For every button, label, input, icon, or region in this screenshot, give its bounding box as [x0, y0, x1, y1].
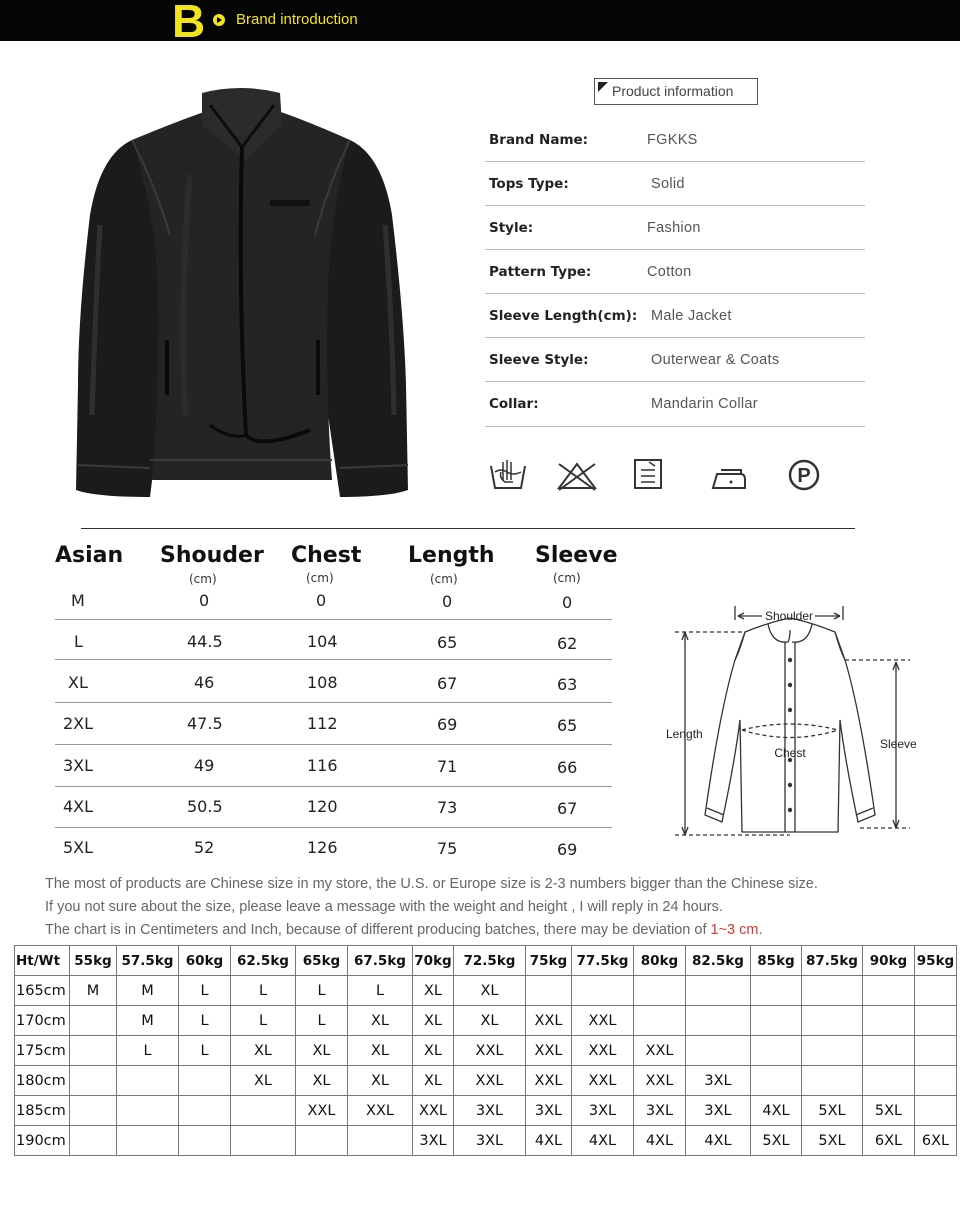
fit-size-cell: L: [231, 1006, 296, 1036]
fit-size-cell: XL: [413, 1006, 454, 1036]
fit-size-cell: [863, 1006, 915, 1036]
fit-size-cell: [70, 1036, 117, 1066]
fit-size-cell: [686, 976, 751, 1006]
fit-size-cell: XXL: [572, 1006, 634, 1036]
no-bleach-icon: [555, 460, 599, 492]
fit-size-cell: XXL: [572, 1036, 634, 1066]
fit-size-cell: [915, 1096, 957, 1126]
play-icon: [213, 14, 225, 26]
fit-size-cell: XL: [413, 1066, 454, 1096]
fit-size-cell: [296, 1126, 348, 1156]
size-cell: 52: [194, 838, 215, 857]
fit-size-cell: XL: [454, 976, 526, 1006]
note-line-2: If you not sure about the size, please leave a message with the weight and height , I will reply in 24 hours.: [45, 899, 723, 915]
fit-size-cell: 4XL: [751, 1096, 802, 1126]
fit-size-cell: [70, 1126, 117, 1156]
size-cell: 44.5: [187, 632, 223, 651]
size-cell: 120: [307, 797, 338, 816]
weight-header: 67.5kg: [348, 946, 413, 976]
size-cell: 65: [557, 716, 578, 735]
size-cell: 67: [557, 799, 578, 818]
product-info-row: [485, 118, 865, 162]
fit-size-cell: L: [179, 1036, 231, 1066]
fit-size-cell: 3XL: [686, 1066, 751, 1096]
fit-size-cell: [802, 1006, 863, 1036]
fit-size-cell: XL: [231, 1066, 296, 1096]
fit-size-cell: 3XL: [572, 1096, 634, 1126]
care-icons: [485, 452, 825, 497]
product-info-row: [485, 250, 865, 294]
height-header: 190cm: [15, 1126, 70, 1156]
fit-size-cell: 5XL: [863, 1096, 915, 1126]
fit-size-cell: [915, 1006, 957, 1036]
size-cell: 0: [199, 591, 210, 610]
header-bar: [0, 0, 960, 47]
fit-size-cell: XL: [413, 976, 454, 1006]
diagram-label-sleeve: Sleeve: [880, 737, 917, 751]
fit-size-cell: [802, 976, 863, 1006]
note-line-1: The most of products are Chinese size in my store, the U.S. or Europe size is 2-3 numbers bigger than the Chinese size.: [45, 876, 818, 892]
corner-mark-icon: [598, 82, 608, 92]
fit-size-cell: [863, 976, 915, 1006]
fit-size-cell: [348, 1126, 413, 1156]
row-divider: [55, 786, 612, 787]
fit-size-cell: [863, 1066, 915, 1096]
hand-wash-icon: [489, 458, 527, 492]
size-cell: 46: [194, 673, 215, 692]
product-info-title: Product information: [594, 78, 758, 105]
fit-size-cell: XL: [348, 1066, 413, 1096]
size-cell: 126: [307, 838, 338, 857]
table-row: [15, 946, 957, 976]
size-cell: 49: [194, 756, 215, 775]
fit-size-cell: XL: [348, 1006, 413, 1036]
fit-size-cell: L: [117, 1036, 179, 1066]
fit-size-cell: XL: [296, 1036, 348, 1066]
table-row: [15, 1006, 957, 1036]
fit-size-cell: 5XL: [802, 1126, 863, 1156]
fit-size-cell: M: [117, 1006, 179, 1036]
fit-size-cell: 5XL: [751, 1126, 802, 1156]
fit-size-cell: L: [296, 976, 348, 1006]
dry-clean-p-icon: [787, 458, 821, 492]
weight-header: 85kg: [751, 946, 802, 976]
fit-size-cell: [915, 976, 957, 1006]
size-cell: 47.5: [187, 714, 223, 733]
product-info-row: [485, 162, 865, 206]
brand-logo-letter: B: [172, 0, 206, 47]
info-value: Cotton: [647, 264, 692, 280]
grid-corner: Ht/Wt: [15, 946, 70, 976]
fit-size-cell: XXL: [526, 1066, 572, 1096]
fit-size-cell: [526, 976, 572, 1006]
fit-grid-table: [14, 945, 957, 1156]
size-cell: 2XL: [63, 714, 94, 733]
product-info-row: [485, 206, 865, 250]
info-label: Pattern Type:: [489, 264, 592, 280]
info-value: Mandarin Collar: [651, 396, 758, 412]
height-header: 170cm: [15, 1006, 70, 1036]
product-info-table: [485, 118, 865, 427]
fit-size-cell: 3XL: [686, 1096, 751, 1126]
fit-size-cell: 5XL: [802, 1096, 863, 1126]
fit-size-cell: [572, 976, 634, 1006]
weight-header: 95kg: [915, 946, 957, 976]
fit-size-cell: L: [179, 976, 231, 1006]
size-cell: 65: [437, 633, 458, 652]
note-line-3: The chart is in Centimeters and Inch, because of different producing batches, there may be deviation of 1~3 cm.: [45, 922, 763, 938]
unit-label: (cm): [553, 571, 581, 585]
tumble-dry-icon: [633, 458, 663, 490]
fit-size-cell: [179, 1096, 231, 1126]
fit-size-cell: [117, 1096, 179, 1126]
size-cell: 71: [437, 757, 458, 776]
weight-header: 72.5kg: [454, 946, 526, 976]
info-value: FGKKS: [647, 132, 698, 148]
size-cell: M: [71, 591, 85, 610]
fit-size-cell: [802, 1066, 863, 1096]
size-cell: 69: [437, 715, 458, 734]
fit-size-cell: [117, 1066, 179, 1096]
product-info-row: [485, 338, 865, 382]
size-header-asian: Asian: [55, 543, 124, 568]
weight-header: 82.5kg: [686, 946, 751, 976]
fit-size-cell: [863, 1036, 915, 1066]
unit-label: (cm): [430, 572, 458, 586]
table-row: [15, 1096, 957, 1126]
weight-header: 70kg: [413, 946, 454, 976]
size-cell: 108: [307, 673, 338, 692]
product-info-row: [485, 294, 865, 338]
fit-size-cell: XXL: [572, 1066, 634, 1096]
svg-text:P: P: [797, 465, 811, 487]
size-cell: XL: [68, 673, 88, 692]
size-cell: 66: [557, 758, 578, 777]
fit-size-cell: 3XL: [634, 1096, 686, 1126]
size-header-length: Length: [408, 543, 495, 568]
size-cell: 5XL: [63, 838, 94, 857]
fit-size-cell: 4XL: [572, 1126, 634, 1156]
table-row: [15, 1126, 957, 1156]
info-label: Brand Name:: [489, 132, 589, 148]
fit-size-cell: [634, 976, 686, 1006]
weight-header: 80kg: [634, 946, 686, 976]
jacket-product-image: [70, 85, 415, 505]
unit-label: (cm): [189, 572, 217, 586]
height-header: 180cm: [15, 1066, 70, 1096]
fit-size-cell: [915, 1036, 957, 1066]
fit-size-cell: 4XL: [634, 1126, 686, 1156]
size-cell: 62: [557, 634, 578, 653]
fit-size-cell: [751, 1006, 802, 1036]
fit-size-cell: XL: [454, 1006, 526, 1036]
fit-size-cell: 3XL: [454, 1096, 526, 1126]
weight-header: 65kg: [296, 946, 348, 976]
fit-size-cell: XXL: [413, 1096, 454, 1126]
fit-size-cell: [802, 1036, 863, 1066]
size-header-chest: Chest: [291, 543, 362, 568]
size-cell: 63: [557, 675, 578, 694]
row-divider: [55, 619, 612, 620]
height-header: 165cm: [15, 976, 70, 1006]
size-cell: 4XL: [63, 797, 94, 816]
fit-size-cell: XL: [348, 1036, 413, 1066]
info-label: Style:: [489, 220, 534, 236]
size-cell: 3XL: [63, 756, 94, 775]
fit-size-cell: XXL: [526, 1036, 572, 1066]
row-divider: [55, 827, 612, 828]
height-header: 175cm: [15, 1036, 70, 1066]
fit-size-cell: M: [70, 976, 117, 1006]
info-label: Sleeve Style:: [489, 352, 589, 368]
fit-size-cell: XXL: [454, 1036, 526, 1066]
deviation-highlight: 1~3 cm: [710, 922, 759, 938]
fit-size-cell: [70, 1096, 117, 1126]
size-header-sleeve: Sleeve: [535, 543, 618, 568]
diagram-label-shoulder: Shoulder: [764, 609, 814, 623]
row-divider: [55, 744, 612, 745]
weight-header: 55kg: [70, 946, 117, 976]
size-cell: 0: [562, 593, 573, 612]
height-header: 185cm: [15, 1096, 70, 1126]
fit-size-cell: L: [231, 976, 296, 1006]
fit-size-cell: [686, 1006, 751, 1036]
fit-size-cell: [751, 976, 802, 1006]
fit-size-cell: [634, 1006, 686, 1036]
fit-size-cell: 6XL: [863, 1126, 915, 1156]
size-cell: 67: [437, 674, 458, 693]
row-divider: [55, 659, 612, 660]
fit-size-cell: XL: [296, 1066, 348, 1096]
fit-size-cell: 6XL: [915, 1126, 957, 1156]
fit-size-cell: 3XL: [454, 1126, 526, 1156]
info-value: Solid: [651, 176, 685, 192]
size-cell: 69: [557, 840, 578, 859]
fit-size-cell: 3XL: [413, 1126, 454, 1156]
fit-size-cell: [179, 1066, 231, 1096]
fit-size-cell: [70, 1006, 117, 1036]
fit-size-cell: XXL: [634, 1036, 686, 1066]
table-row: [15, 1036, 957, 1066]
size-cell: 116: [307, 756, 338, 775]
fit-size-cell: [117, 1126, 179, 1156]
measurement-diagram: [660, 600, 925, 845]
size-cell: L: [74, 632, 83, 651]
fit-size-cell: XXL: [454, 1066, 526, 1096]
info-label: Collar:: [489, 396, 539, 412]
fit-size-cell: XXL: [296, 1096, 348, 1126]
info-value: Male Jacket: [651, 308, 732, 324]
info-label: Sleeve Length(cm):: [489, 308, 638, 324]
row-divider: [55, 702, 612, 703]
fit-size-cell: XXL: [348, 1096, 413, 1126]
fit-size-cell: M: [117, 976, 179, 1006]
fit-size-cell: 4XL: [686, 1126, 751, 1156]
fit-size-cell: [231, 1126, 296, 1156]
diagram-label-chest: Chest: [774, 746, 806, 760]
fit-size-cell: [231, 1096, 296, 1126]
weight-header: 62.5kg: [231, 946, 296, 976]
table-row: [15, 976, 957, 1006]
unit-label: (cm): [306, 571, 334, 585]
size-cell: 50.5: [187, 797, 223, 816]
fit-size-cell: 4XL: [526, 1126, 572, 1156]
fit-size-cell: [915, 1066, 957, 1096]
fit-size-cell: [751, 1066, 802, 1096]
fit-size-cell: L: [179, 1006, 231, 1036]
fit-size-cell: [751, 1036, 802, 1066]
weight-header: 90kg: [863, 946, 915, 976]
info-value: Outerwear & Coats: [651, 352, 780, 368]
size-cell: 112: [307, 714, 338, 733]
fit-size-cell: [686, 1036, 751, 1066]
fit-size-cell: L: [296, 1006, 348, 1036]
weight-header: 60kg: [179, 946, 231, 976]
fit-size-cell: 3XL: [526, 1096, 572, 1126]
section-divider: [81, 528, 855, 529]
weight-header: 75kg: [526, 946, 572, 976]
size-cell: 0: [442, 592, 453, 611]
fit-size-cell: L: [348, 976, 413, 1006]
fit-size-cell: XXL: [526, 1006, 572, 1036]
size-cell: 75: [437, 839, 458, 858]
weight-header: 87.5kg: [802, 946, 863, 976]
size-cell: 104: [307, 632, 338, 651]
weight-header: 77.5kg: [572, 946, 634, 976]
product-info-row: [485, 382, 865, 427]
table-row: [15, 1066, 957, 1096]
size-header-shoulder: Shouder: [160, 543, 264, 568]
fit-size-cell: XL: [231, 1036, 296, 1066]
weight-header: 57.5kg: [117, 946, 179, 976]
fit-size-cell: XXL: [634, 1066, 686, 1096]
size-cell: 73: [437, 798, 458, 817]
iron-icon: [711, 466, 749, 492]
fit-size-cell: [70, 1066, 117, 1096]
fit-size-cell: XL: [413, 1036, 454, 1066]
fit-size-cell: [179, 1126, 231, 1156]
info-label: Tops Type:: [489, 176, 569, 192]
diagram-label-length: Length: [666, 727, 703, 741]
size-cell: 0: [316, 591, 327, 610]
info-value: Fashion: [647, 220, 701, 236]
header-title: Brand introduction: [236, 11, 358, 28]
